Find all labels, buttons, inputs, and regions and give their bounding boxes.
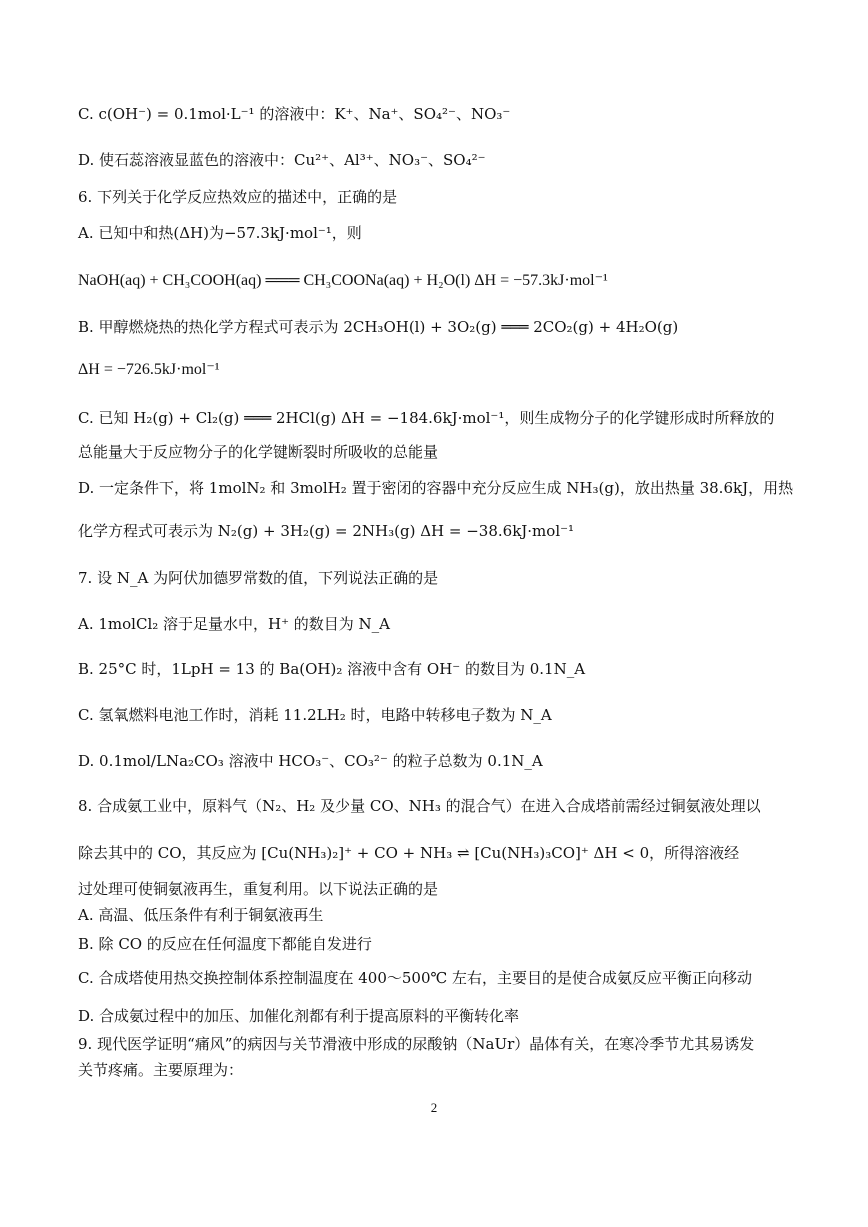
option-6d: D. 一定条件下，将 1molN₂ 和 3molH₂ 置于密闭的容器中充分反应生成 NH₃(g)，放出热量 38.6kJ，用热: [78, 479, 794, 497]
option-6b: B. 甲醇燃烧热的热化学方程式可表示为 2CH₃OH(l) + 3O₂(g) ═══ 2CO₂(g) + 4H₂O(g): [78, 318, 679, 336]
option-6d-continued: 化学方程式可表示为 N₂(g) + 3H₂(g) = 2NH₃(g) ΔH = −38.6kJ·mol⁻¹: [78, 522, 575, 540]
page-number: 2: [430, 1100, 438, 1115]
question-8-reaction: 除去其中的 CO，其反应为 [Cu(NH₃)₂]⁺ + CO + NH₃ ⇌ [Cu(NH₃)₃CO]⁺ ΔH < 0，所得溶液经: [78, 844, 740, 862]
option-5c: C. c(OH⁻) = 0.1mol·L⁻¹ 的溶液中：K⁺、Na⁺、SO₄²⁻、NO₃⁻: [78, 105, 511, 123]
option-6b-enthalpy: ΔH = −726.5kJ·mol⁻¹: [78, 361, 220, 378]
option-8a: A. 高温、低压条件有利于铜氨液再生: [78, 906, 324, 924]
question-6-stem: 6. 下列关于化学反应热效应的描述中，正确的是: [78, 188, 398, 206]
question-8-continued: 过处理可使铜氨液再生，重复利用。以下说法正确的是: [78, 880, 439, 898]
option-8b: B. 除 CO 的反应在任何温度下都能自发进行: [78, 935, 372, 953]
question-9-continued: 关节疼痛。主要原理为：: [78, 1061, 244, 1079]
option-6c: C. 已知 H₂(g) + Cl₂(g) ═══ 2HCl(g) ΔH = −184.6kJ·mol⁻¹，则生成物分子的化学键形成时所释放的: [78, 409, 775, 427]
option-7c: C. 氢氧燃料电池工作时，消耗 11.2LH₂ 时，电路中转移电子数为 N_A: [78, 706, 552, 724]
question-7-stem: 7. 设 N_A 为阿伏加德罗常数的值，下列说法正确的是: [78, 569, 439, 587]
option-7d: D. 0.1mol/LNa₂CO₃ 溶液中 HCO₃⁻、CO₃²⁻ 的粒子总数为 0.1N_A: [78, 752, 543, 770]
option-7a: A. 1molCl₂ 溶于足量水中，H⁺ 的数目为 N_A: [78, 615, 391, 633]
question-9-stem: 9. 现代医学证明“痛风”的病因与关节滑液中形成的尿酸钠（NaUr）晶体有关，在寒冷季节尤其易诱发: [78, 1035, 755, 1053]
option-5d: D. 使石蕊溶液显蓝色的溶液中：Cu²⁺、Al³⁺、NO₃⁻、SO₄²⁻: [78, 151, 486, 169]
option-8d: D. 合成氨过程中的加压、加催化剂都有利于提高原料的平衡转化率: [78, 1007, 520, 1025]
option-6a: A. 已知中和热(ΔH)为−57.3kJ·mol⁻¹，则: [78, 224, 362, 242]
option-7b: B. 25°C 时，1LpH = 13 的 Ba(OH)₂ 溶液中含有 OH⁻ 的数目为 0.1N_A: [78, 660, 586, 678]
question-8-stem: 8. 合成氨工业中，原料气（N₂、H₂ 及少量 CO、NH₃ 的混合气）在进入合成塔前需经过铜氨液处理以: [78, 797, 761, 815]
option-6c-continued: 总能量大于反应物分子的化学键断裂时所吸收的总能量: [78, 443, 439, 461]
option-6a-equation: NaOH(aq) + CH₃COOH(aq) ═══ CH₃COONa(aq) + H₂O(l) ΔH = −57.3kJ·mol⁻¹: [78, 272, 608, 289]
option-8c: C. 合成塔使用热交换控制体系控制温度在 400～500℃ 左右，主要目的是使合成氨反应平衡正向移动: [78, 969, 753, 987]
